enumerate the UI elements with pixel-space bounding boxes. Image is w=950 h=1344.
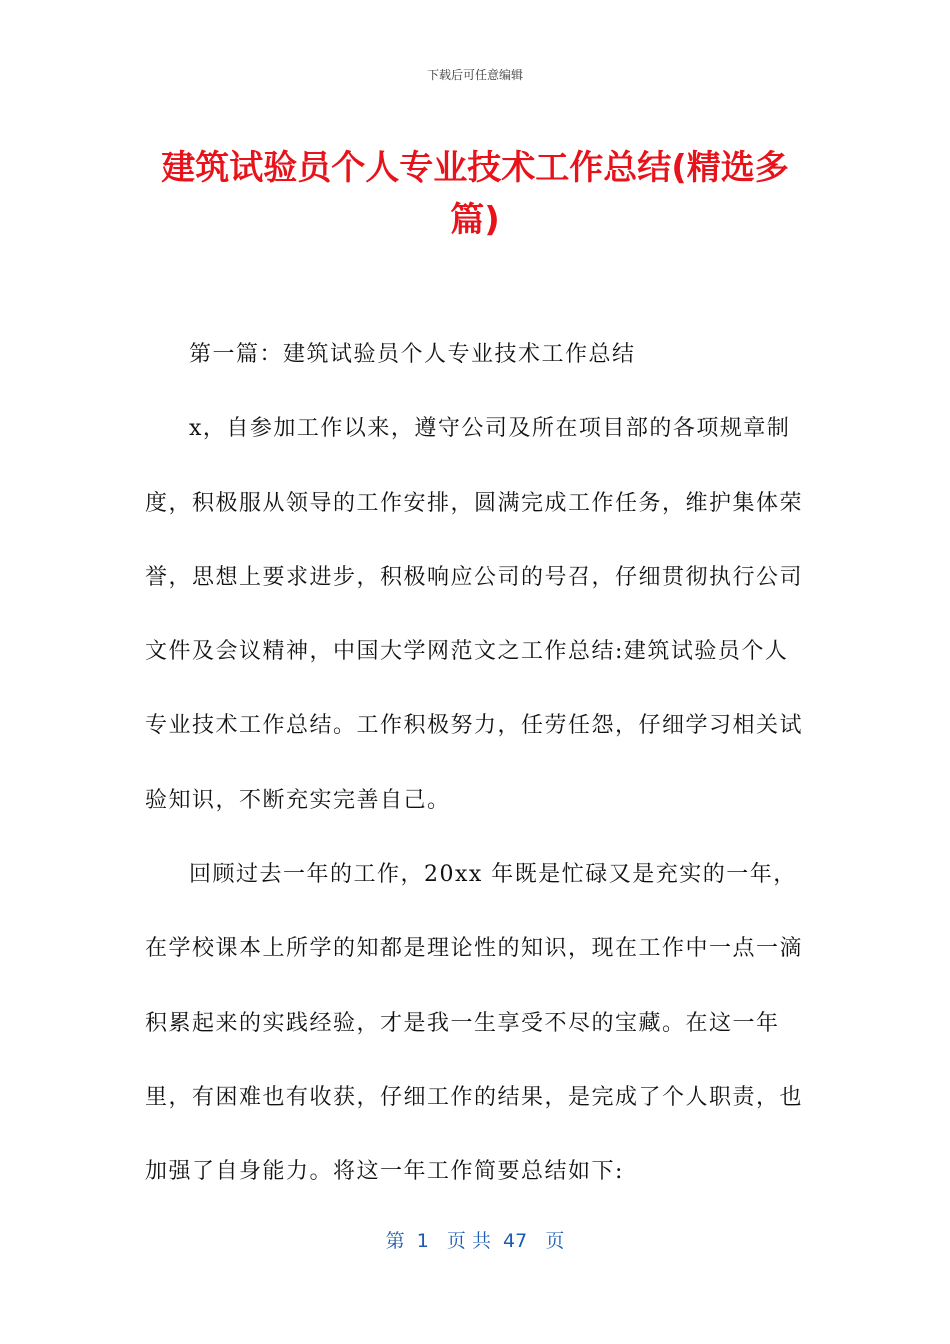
page-indicator: 第 1 页 共 47 页 [385, 1230, 565, 1252]
document-title: 建筑试验员个人专业技术工作总结(精选多篇) [161, 148, 789, 240]
section-heading: 第一篇：建筑试验员个人专业技术工作总结 [189, 342, 636, 367]
body-paragraph: x，自参加工作以来，遵守公司及所在项目部的各项规章制度，积极服从领导的工作安排，圆满完成工作任务，维护集体荣誉，思想上要求进步，积极响应公司的号召，仔细贯彻执行公司文件及会议精神，中国大学网范文之工作总结:建筑试验员个人专业技术工作总结。工作积极努力，任劳任怨，仔细学习相关试验知识，不断充实完善自己。 [145, 416, 804, 813]
header-note: 下载后可任意编辑 [426, 68, 523, 82]
document-body [145, 318, 805, 1210]
body-paragraph: 回顾过去一年的工作，20xx 年既是忙碌又是充实的一年，在学校课本上所学的知都是理论性的知识，现在工作中一点一滴积累起来的实践经验，才是我一生享受不尽的宝藏。在这一年里，有困难也有收获，仔细工作的结果，是完成了个人职责，也加强了自身能力。将这一年工作简要总结如下: [145, 862, 804, 1185]
